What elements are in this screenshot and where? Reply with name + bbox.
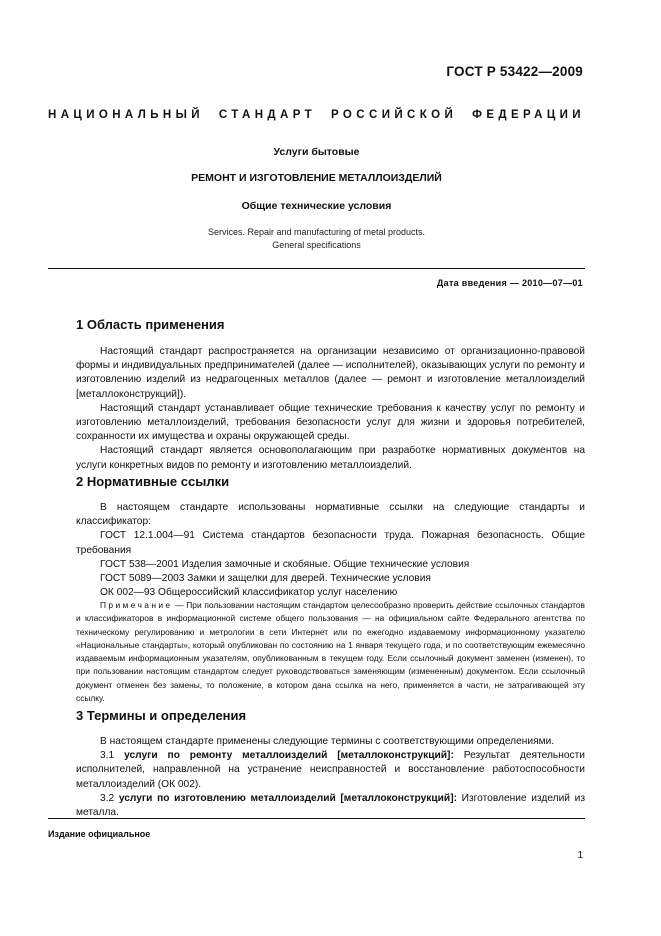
title-english: [48, 226, 585, 252]
reference-item: ГОСТ 538—2001 Изделия замочные и скобяные. Общие технические условия: [100, 558, 470, 570]
term-definition: 3.2 услуги по изготовлению металлоизделий [металлоконструкций]: Изготовление изделий из металла.: [76, 792, 585, 819]
section-1-heading: 1 Область применения: [76, 317, 225, 332]
title-main: РЕМОНТ И ИЗГОТОВЛЕНИЕ МЕТАЛЛОИЗДЕЛИЙ: [191, 172, 442, 184]
standard-number: ГОСТ Р 53422—2009: [446, 64, 583, 79]
banner-word: СТАНДАРТ: [218, 109, 317, 121]
paragraph: Настоящий стандарт устанавливает общие технические требования к качеству услуг по ремонту и изготовлению металлоизделий, требования безопасности услуг для жизни и здоровья потребителей, сохранности их имущества и охраны окружающей среды.: [76, 402, 585, 443]
banner-word: РОССИЙСКОЙ: [331, 109, 458, 121]
intro-date: Дата введения — 2010—07—01: [436, 278, 583, 288]
reference-item: ГОСТ 5089—2003 Замки и защелки для дверей. Технические условия: [100, 573, 431, 585]
term-definition: 3.1 услуги по ремонту металлоизделий [металлоконструкций]: Результат деятельности исполнителей, направленной на устранение неисправностей и восстановление работоспособности металлоизделий (ОК 002).: [76, 750, 585, 790]
term: услуги по ремонту металлоизделий: [124, 750, 328, 762]
banner-word: НАЦИОНАЛЬНЫЙ: [48, 109, 204, 121]
header-divider: [48, 268, 585, 269]
term-alt: металлоконструкций: [340, 750, 448, 762]
section-3-body: [76, 735, 585, 820]
note-label: Примечание: [100, 600, 173, 610]
reference-item: ОК 002—93 Общероссийский классификатор услуг населению: [100, 587, 398, 599]
section-2-body: [76, 501, 585, 600]
paragraph: Настоящий стандарт распространяется на организации независимо от организационно-правовой формы и индивидуальных предпринимателей (далее — исполнителей), оказывающих услуги по ремонту и изготовлению изделий из недрагоценных металлов (далее — ремонт и изготовление металлоизделий [металлоконструкций]).: [76, 346, 585, 400]
section-2-heading: 2 Нормативные ссылки: [76, 474, 230, 489]
national-standard-banner: [48, 109, 585, 121]
definition: Изготовление изделий из металла.: [76, 792, 585, 819]
banner-word: ФЕДЕРАЦИИ: [472, 109, 585, 121]
section-3-heading: 3 Термины и определения: [76, 708, 247, 723]
title-english-line2: General specifications: [272, 240, 361, 250]
note-text: — При пользовании настоящим стандартом целесообразно проверить действие ссылочных стандартов и классификаторов в информационной системе общего пользования — на официальном сайте Федерального агентства по техническому регулированию и метрологии в сети Интернет или по ежегодно издаваемому информационному указателю «Национальные стандарты», который опубликован по состоянию на 1 января текущего года, и по соответствующим ежемесячно издаваемым информационным указателям, опубликованным в текущем году. Если ссылочный документ заменен (изменен), то при пользовании настоящим стандартом следует руководствоваться заменяющим (измененным) документом. Если ссылочный документ отменен без замены, то положение, в котором дана ссылка на него, применяется в части, не затрагивающей эту ссылку.: [76, 600, 585, 704]
edition-label: Издание официальное: [48, 829, 151, 839]
title-english-line1: Services. Repair and manufacturing of metal products.: [207, 227, 426, 237]
term: услуги по изготовлению металлоизделий: [118, 792, 336, 804]
reference-item: ГОСТ 12.1.004—91 Система стандартов безопасности труда. Пожарная безопасность. Общие требования: [76, 530, 585, 556]
paragraph: В настоящем стандарте использованы нормативные ссылки на следующие стандарты и классификатор:: [76, 502, 585, 528]
title-sub: Общие технические условия: [241, 200, 392, 212]
definition: Результат деятельности исполнителей, направленной на устранение неисправностей и восстановление работоспособности металлоизделий (ОК 002).: [76, 750, 585, 790]
note-block: [76, 599, 585, 705]
term-alt: металлоконструкций: [343, 792, 451, 804]
title-category: Услуги бытовые: [273, 146, 360, 158]
footer-divider: [48, 818, 585, 819]
page-number: 1: [577, 850, 583, 861]
section-1-body: [76, 345, 585, 473]
paragraph: Настоящий стандарт является основополагающим при разработке нормативных документов на услуги конкретных видов по ремонту и изготовлению металлоизделий.: [76, 445, 585, 471]
paragraph: В настоящем стандарте применены следующие термины с соответствующими определениями.: [100, 736, 555, 747]
